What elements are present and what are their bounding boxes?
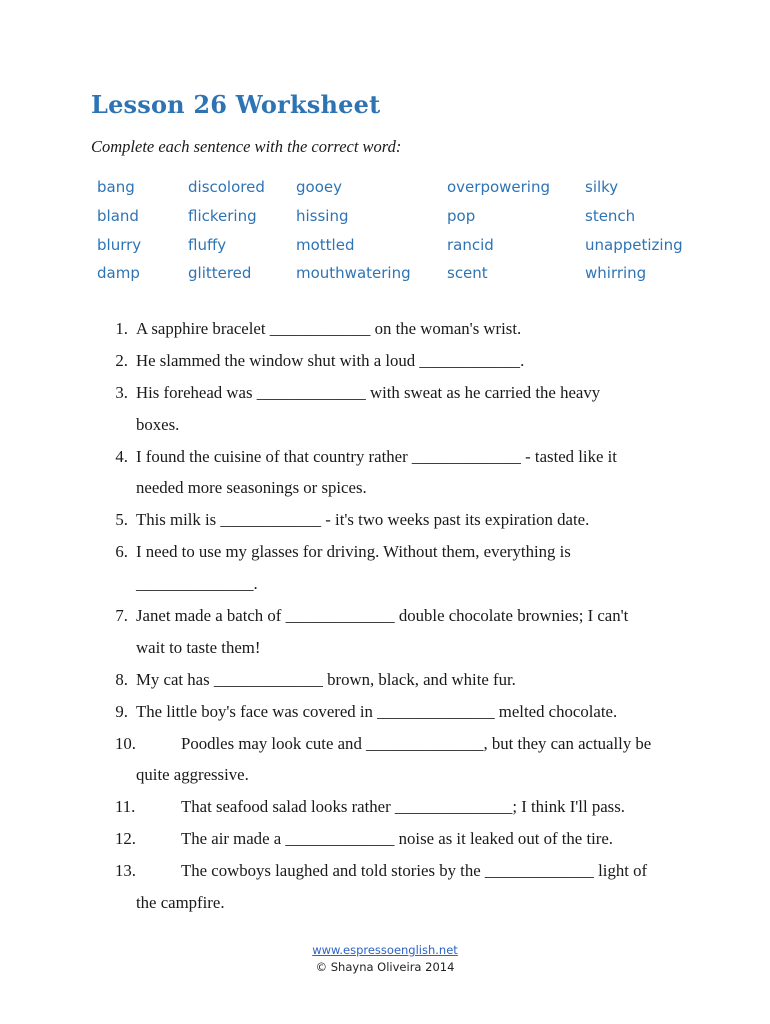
- word-bank-item: mottled: [296, 235, 355, 254]
- question-number: 1.: [115, 319, 128, 338]
- website-link[interactable]: www.espressoenglish.net: [312, 943, 458, 957]
- word-bank-item: discolored: [188, 178, 265, 196]
- question-item: [108, 667, 708, 699]
- word-bank-column: [585, 176, 683, 291]
- question-number: 4.: [115, 446, 128, 466]
- word-bank-column: [97, 176, 141, 291]
- question-text: Poodles may look cute and ______________, but they can actually be: [181, 733, 652, 753]
- question-text: His forehead was _____________ with sweat as he carried the heavy: [136, 382, 601, 402]
- question-item: [108, 858, 708, 890]
- word-bank: [97, 176, 717, 296]
- question-list: [108, 316, 708, 922]
- word-bank-item: whirring: [585, 264, 647, 283]
- question-item: [108, 444, 708, 476]
- word-bank-item: gooey: [296, 178, 342, 196]
- word-bank-item: bland: [97, 206, 139, 225]
- word-bank-item: unappetizing: [585, 235, 683, 254]
- word-bank-item: hissing: [296, 206, 349, 225]
- word-bank-item: mouthwatering: [296, 264, 411, 283]
- question-text: The little boy's face was covered in ______________ melted chocolate.: [136, 701, 618, 721]
- word-bank-column: [296, 176, 411, 291]
- word-bank-column: [188, 176, 265, 291]
- question-text: wait to taste them!: [136, 637, 261, 657]
- word-bank-item: bang: [97, 178, 135, 196]
- question-item: [108, 794, 708, 826]
- question-text: quite aggressive.: [136, 765, 249, 785]
- question-text: My cat has _____________ brown, black, and white fur.: [136, 669, 516, 689]
- word-bank-item: flickering: [188, 206, 257, 225]
- question-item: [108, 731, 708, 763]
- question-text: Janet made a batch of _____________ double chocolate brownies; I can't: [136, 606, 629, 626]
- page-title: Lesson 26 Worksheet: [91, 90, 381, 119]
- word-bank-item: stench: [585, 206, 636, 225]
- question-item: [108, 826, 708, 858]
- question-item: [108, 507, 708, 539]
- word-bank-item: glittered: [188, 264, 252, 283]
- question-text: I found the cuisine of that country rather _____________ - tasted like it: [136, 446, 617, 466]
- question-number: 3.: [115, 382, 128, 402]
- question-item: [108, 348, 708, 380]
- question-number: 10.: [115, 733, 136, 753]
- word-bank-item: silky: [585, 178, 619, 196]
- question-text: The cowboys laughed and told stories by the _____________ light of: [181, 861, 648, 881]
- question-text: ______________.: [136, 574, 258, 594]
- question-continuation: [108, 475, 708, 507]
- word-bank-column: [447, 176, 550, 291]
- question-item: [108, 316, 708, 348]
- copyright-text: © Shayna Oliveira 2014: [315, 960, 455, 974]
- question-text: He slammed the window shut with a loud ____________.: [136, 350, 525, 370]
- question-continuation: [108, 412, 708, 444]
- word-bank-item: rancid: [447, 235, 494, 254]
- question-number: 7.: [115, 606, 128, 626]
- question-item: [108, 539, 708, 571]
- word-bank-item: blurry: [97, 235, 142, 254]
- question-text: A sapphire bracelet ____________ on the woman's wrist.: [136, 319, 522, 338]
- word-bank-item: damp: [97, 264, 140, 283]
- question-number: 11.: [115, 797, 136, 817]
- question-text: needed more seasonings or spices.: [136, 478, 367, 498]
- question-continuation: [108, 890, 708, 922]
- question-text: That seafood salad looks rather ______________; I think I'll pass.: [181, 797, 625, 817]
- question-text: I need to use my glasses for driving. Without them, everything is: [136, 542, 571, 562]
- question-continuation: [108, 635, 708, 667]
- question-number: 6.: [115, 542, 128, 562]
- question-number: 5.: [115, 510, 128, 530]
- question-text: The air made a _____________ noise as it leaked out of the tire.: [181, 829, 613, 849]
- word-bank-item: pop: [447, 206, 476, 225]
- question-continuation: [108, 571, 708, 603]
- question-item: [108, 603, 708, 635]
- question-text: the campfire.: [136, 893, 225, 913]
- instruction-text: Complete each sentence with the correct word:: [91, 137, 402, 156]
- word-bank-item: overpowering: [447, 178, 551, 196]
- question-number: 13.: [115, 861, 136, 881]
- question-text: boxes.: [136, 414, 180, 434]
- question-item: [108, 380, 708, 412]
- question-number: 2.: [115, 350, 128, 370]
- word-bank-item: scent: [447, 264, 488, 283]
- question-number: 8.: [115, 669, 128, 689]
- question-text: This milk is ____________ - it's two weeks past its expiration date.: [136, 510, 590, 530]
- question-number: 12.: [115, 829, 136, 849]
- word-bank-item: fluffy: [188, 235, 227, 254]
- question-number: 9.: [115, 701, 128, 721]
- question-item: [108, 699, 708, 731]
- question-continuation: [108, 762, 708, 794]
